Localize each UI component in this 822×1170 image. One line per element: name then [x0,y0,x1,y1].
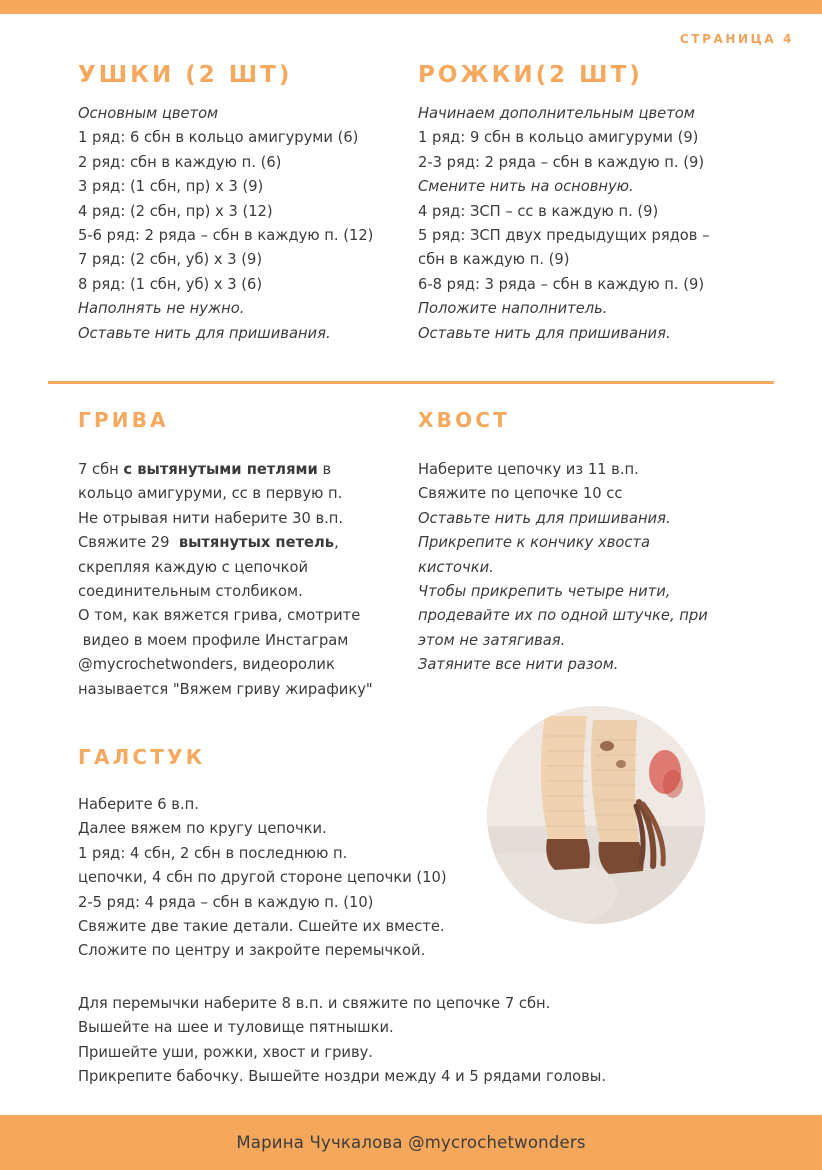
text-line: Наберите цепочку из 11 в.п. [418,461,639,478]
text-line: Наполнять не нужно. [78,300,245,318]
text-line: Свяжите по цепочке 10 сс [418,485,623,503]
section-title-hvost: ХВОСТ [418,408,510,432]
text-line: Начинаем дополнительным цветом [418,105,695,122]
text-line: Свяжите 29 вытянутых петель, [78,534,339,552]
text-line: Прикрепите бабочку. Вышейте ноздри между 4 и 5 рядами головы. [78,1068,606,1086]
text-line: видео в моем профиле Инстаграм [78,631,349,649]
section-title-rozhki: РОЖКИ(2 ШТ) [418,62,643,88]
text-line: продевайте их по одной штучке, при [418,607,708,625]
section-griva [78,408,418,702]
text-line: Наберите 6 в.п. [78,796,199,813]
text-line: 6-8 ряд: 3 ряда – сбн в каждую п. (9) [418,275,705,293]
text-line: 5-6 ряд: 2 ряда – сбн в каждую п. (12) [78,227,374,245]
section-title-galstuk: ГАЛСТУК [78,745,206,769]
text-line: Для перемычки наберите 8 в.п. и свяжите по цепочке 7 сбн. [78,995,551,1012]
footer-bar [0,1115,822,1170]
text-line: Оставьте нить для пришивания. [418,324,671,342]
section-body-griva [78,458,418,702]
text-line: Не отрывая нити наберите 30 в.п. [78,509,344,527]
text-line: 7 ряд: (2 сбн, уб) х 3 (9) [78,251,263,269]
section-body-hvost [418,458,748,678]
section-divider [48,381,774,384]
text-line: 2-3 ряд: 2 ряда – сбн в каждую п. (9) [418,153,705,171]
text-line: Положите наполнитель. [418,300,608,318]
text-line: Оставьте нить для пришивания. [418,509,671,527]
text-line: 2-5 ряд: 4 ряда – сбн в каждую п. (10) [78,893,374,911]
section-body-rozhki [418,102,758,346]
text-line: Сложите по центру и закройте перемычкой. [78,942,426,960]
text-line: кисточки. [418,558,494,576]
text-line: Вышейте на шее и туловище пятнышки. [78,1019,394,1037]
text-line: @mycrochetwonders, видеоролик [78,656,335,674]
text-line: 4 ряд: ЗСП – сс в каждую п. (9) [418,202,659,220]
text-line: этом не затягивая. [418,631,566,649]
section-ushki [78,62,408,346]
text-line: Затяните все нити разом. [418,656,619,674]
text-line: сбн в каждую п. (9) [418,251,570,269]
section-hvost [418,408,748,678]
section-rozhki [418,62,758,346]
text-line: 4 ряд: (2 сбн, пр) х 3 (12) [78,202,273,220]
footer-credit: Марина Чучкалова @mycrochetwonders [236,1133,586,1152]
crochet-giraffe-legs-photo [487,706,705,924]
text-line: Пришейте уши, рожки, хвост и гриву. [78,1043,373,1061]
text-line: соединительным столбиком. [78,583,303,601]
text-line: Прикрепите к кончику хвоста [418,534,650,552]
text-line: кольцо амигуруми, сс в первую п. [78,485,343,503]
text-line: Основным цветом [78,105,219,122]
text-line: О том, как вяжется грива, смотрите [78,607,361,625]
text-line: 2 ряд: сбн в каждую п. (6) [78,153,282,171]
text-line: 1 ряд: 6 сбн в кольцо амигуруми (6) [78,129,359,147]
text-line: Чтобы прикрепить четыре нити, [418,583,671,601]
photo-illustration [487,706,705,924]
text-line: Оставьте нить для пришивания. [78,324,331,342]
text-line: Свяжите две такие детали. Сшейте их вместе. [78,918,445,936]
text-line: Смените нить на основную. [418,178,634,196]
text-line: 7 сбн с вытянутыми петлями в [78,461,332,478]
section-body-ushki [78,102,408,346]
text-line: 1 ряд: 9 сбн в кольцо амигуруми (9) [418,129,699,147]
text-line: 3 ряд: (1 сбн, пр) х 3 (9) [78,178,264,196]
section-final-assembly [78,992,698,1090]
section-title-griva: ГРИВА [78,408,169,432]
section-title-ushki: УШКИ (2 ШТ) [78,62,293,88]
text-line: называется "Вяжем гриву жирафику" [78,680,373,698]
top-accent-bar [0,0,822,14]
text-line: 5 ряд: ЗСП двух предыдущих рядов – [418,227,710,245]
text-line: 1 ряд: 4 сбн, 2 сбн в последнюю п. [78,844,348,862]
text-line: цепочки, 4 сбн по другой стороне цепочки (10) [78,869,447,887]
text-line: скрепляя каждую с цепочкой [78,558,309,576]
page-number: СТРАНИЦА 4 [679,32,794,46]
text-line: Далее вяжем по кругу цепочки. [78,820,327,838]
text-line: 8 ряд: (1 сбн, уб) х 3 (6) [78,275,263,293]
